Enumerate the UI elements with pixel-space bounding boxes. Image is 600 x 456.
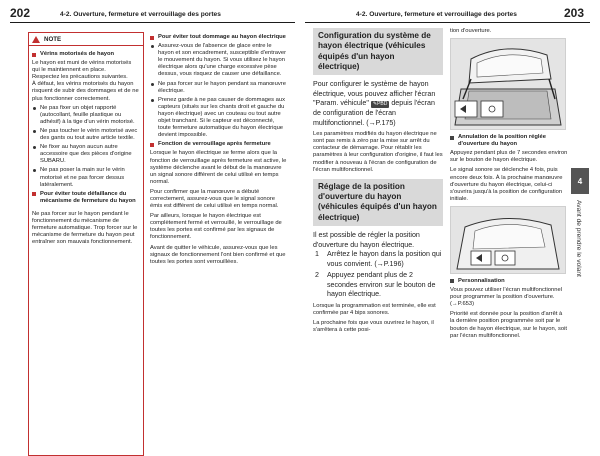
- right-column-2: [450, 28, 568, 343]
- right-page-header: 4-2. Ouverture, fermeture et verrouillage des portes: [356, 11, 517, 18]
- note-bullet: Ne pas fixer un objet rapporté (autocollant, feuille plastique ou adhésif) à la tige d'un vérin motorisé.: [32, 105, 140, 126]
- mid-bullet: Assurez-vous de l'absence de glace entre le hayon et son encadrement, susceptible d'entraver le mouvement du hayon. Si vous utilisez le hayon électrique alors qu'une charge excessive pèse dessus, vous risquez de causer une défaillance.: [150, 43, 288, 78]
- mid-bullet: Ne pas forcer sur le hayon pendant sa manœuvre électrique.: [150, 81, 288, 95]
- step-number: 2: [315, 271, 319, 280]
- config-small-text: Les paramètres modifiés du hayon électrique ne sont pas remis à zéro par la mise sur arrêt du contacteur de démarrage. Pour rétablir les paramètres à leur configuration d'origine, il faut les modifier à nouveau à l'écran de configuration de l'écran multifonctionnel.: [313, 131, 443, 173]
- chapter-tab: 4: [571, 168, 589, 194]
- left-page-header: 4-2. Ouverture, fermeture et verrouillage des portes: [60, 11, 221, 18]
- left-page-number: 202: [10, 6, 31, 20]
- opening-position-text: Il est possible de régler la position d'ouverture du hayon électrique.: [313, 230, 420, 249]
- personalisation-p1: Vous pouvez utiliser l'écran multifonctionnel pour programmer la position d'ouverture. (→P.653): [450, 287, 562, 308]
- cancel-position-head: Annulation de la position réglée d'ouverture du hayon: [450, 134, 568, 148]
- config-text-a: Pour configurer le système de hayon électrique, vous pouvez afficher l'écran "Param. véhicule": [313, 80, 436, 108]
- mid-paragraph: Pour confirmer que la manœuvre a débuté correctement, assurez-vous que le signal sonore émis est différent de celui utilisé en temps normal.: [150, 188, 279, 210]
- note-section2-head: Pour éviter toute défaillance du mécanisme de fermeture du hayon: [32, 191, 140, 205]
- cancel-position-p1: Appuyez pendant plus de 7 secondes environ sur le bouton de hayon électrique.: [450, 150, 568, 164]
- step-text: Appuyez pendant plus de 2 secondes environ sur le bouton de hayon électrique.: [327, 271, 436, 299]
- personalisation-p2: Priorité est donnée pour la position d'arrêt à la dernière position programmée soit par le bouton de hayon électrique, sur le hayon, soit par l'écran multifonctionnel.: [450, 311, 567, 339]
- note-bullet: Ne pas poser la main sur le vérin motorisé et ne pas forcer dessus latéralement.: [32, 167, 140, 188]
- config-title-box: Configuration du système de hayon électrique (véhicules équipés d'un hayon électrique): [313, 28, 443, 75]
- note-section1-head: Vérins motorisés de hayon: [32, 51, 140, 58]
- note-title: NOTE: [44, 35, 62, 43]
- note-bullet: Ne pas toucher le vérin motorisé avec des gants ou tout autre article textile.: [32, 128, 140, 142]
- chapter-tab-label: Avant de prendre le volant: [575, 200, 582, 277]
- mid-paragraph: Avant de quitter le véhicule, assurez-vous que les signaux de fonctionnement l'ont bien confirmé et que toutes les portes sont verrouillées.: [150, 244, 286, 265]
- right-column-1: [313, 28, 443, 337]
- middle-column: [150, 32, 288, 269]
- note-header: [29, 33, 143, 46]
- mid-section2-head: Fonction de verrouillage après fermeture: [150, 141, 288, 148]
- step-2: [313, 271, 443, 300]
- step-1: [313, 250, 443, 269]
- next-open-text: La prochaine fois que vous ouvrirez le hayon, il s'arrêtera à cette posi-: [313, 320, 434, 334]
- config-text-b: depuis l'écran de configuration de l'écran multifonctionnel. (→P.175): [313, 99, 435, 127]
- tailgate-illustration-1: [450, 38, 566, 130]
- note-box: [28, 32, 144, 456]
- mid-section1-head: Pour éviter tout dommage au hayon électrique: [150, 34, 288, 41]
- opening-position-title-box: Réglage de la position d'ouverture du hayon (véhicules équipés d'un hayon électrique): [313, 179, 443, 226]
- note-section2-text: Ne pas forcer sur le hayon pendant le fonctionnement du mécanisme de fermeture automatique. Trop forcer sur le mécanisme de fermeture du hayon peut entraîner son mauvais fonctionnement.: [32, 210, 138, 246]
- right-page-number: 203: [564, 6, 585, 20]
- mid-paragraph: Lorsque le hayon électrique se ferme alors que la fonction de verrouillage après fermeture est active, le système déclenche avant le début de la manœuvre un signal sonore différent de celui utilisé en temps normal.: [150, 150, 287, 185]
- continued-text: tion d'ouverture.: [450, 28, 492, 34]
- programming-confirm-text: Lorsque la programmation est terminée, elle est confirmée par 4 bips sonores.: [313, 303, 436, 317]
- note-bullet: Ne fixer au hayon aucun autre accessoire que des pièces d'origine SUBARU.: [32, 144, 140, 165]
- step-text: Arrêtez le hayon dans la position qui vous convient. (→P.196): [327, 250, 442, 268]
- config-text: [313, 80, 443, 128]
- personalisation-head: Personnalisation: [450, 278, 568, 285]
- mid-bullet: Prenez garde à ne pas causer de dommages aux capteurs (situés sur les chants droit et gauche du hayon électrique) avec un couteau ou tout autre objet tranchant. Si le capteur est déconnecté, toute fermeture automatique du hayon électrique devient impossible.: [150, 97, 288, 140]
- step-number: 1: [315, 250, 319, 259]
- mid-paragraph: Par ailleurs, lorsque le hayon électrique est complètement fermé et verrouillé, le verrouillage de toutes les portes est confirmé par les signaux de fonctionnement.: [150, 213, 282, 241]
- left-header-rule: [10, 22, 295, 23]
- right-header-rule: [305, 22, 590, 23]
- note-section1-text: Le hayon est muni de vérins motorisés qui le maintiennent en place. Respectez les précautions suivantes. À défaut, les vérins motorisés du hayon risquent de subir des dommages et de ne plus fonctionner correctement.: [32, 60, 139, 102]
- tailgate-open-drawing: [451, 39, 565, 129]
- tailgate-illustration-2: [450, 206, 566, 274]
- warning-icon: [32, 36, 40, 43]
- pbd-icon: ✎PBD: [372, 101, 388, 108]
- cancel-position-p2: Le signal sonore se déclenche 4 fois, puis encore deux fois. À la prochaine manœuvre d'ouverture du hayon électrique, celui-ci s'ouvrira jusqu'à la position de configuration initiale.: [450, 167, 563, 202]
- tailgate-closed-drawing: [451, 207, 565, 273]
